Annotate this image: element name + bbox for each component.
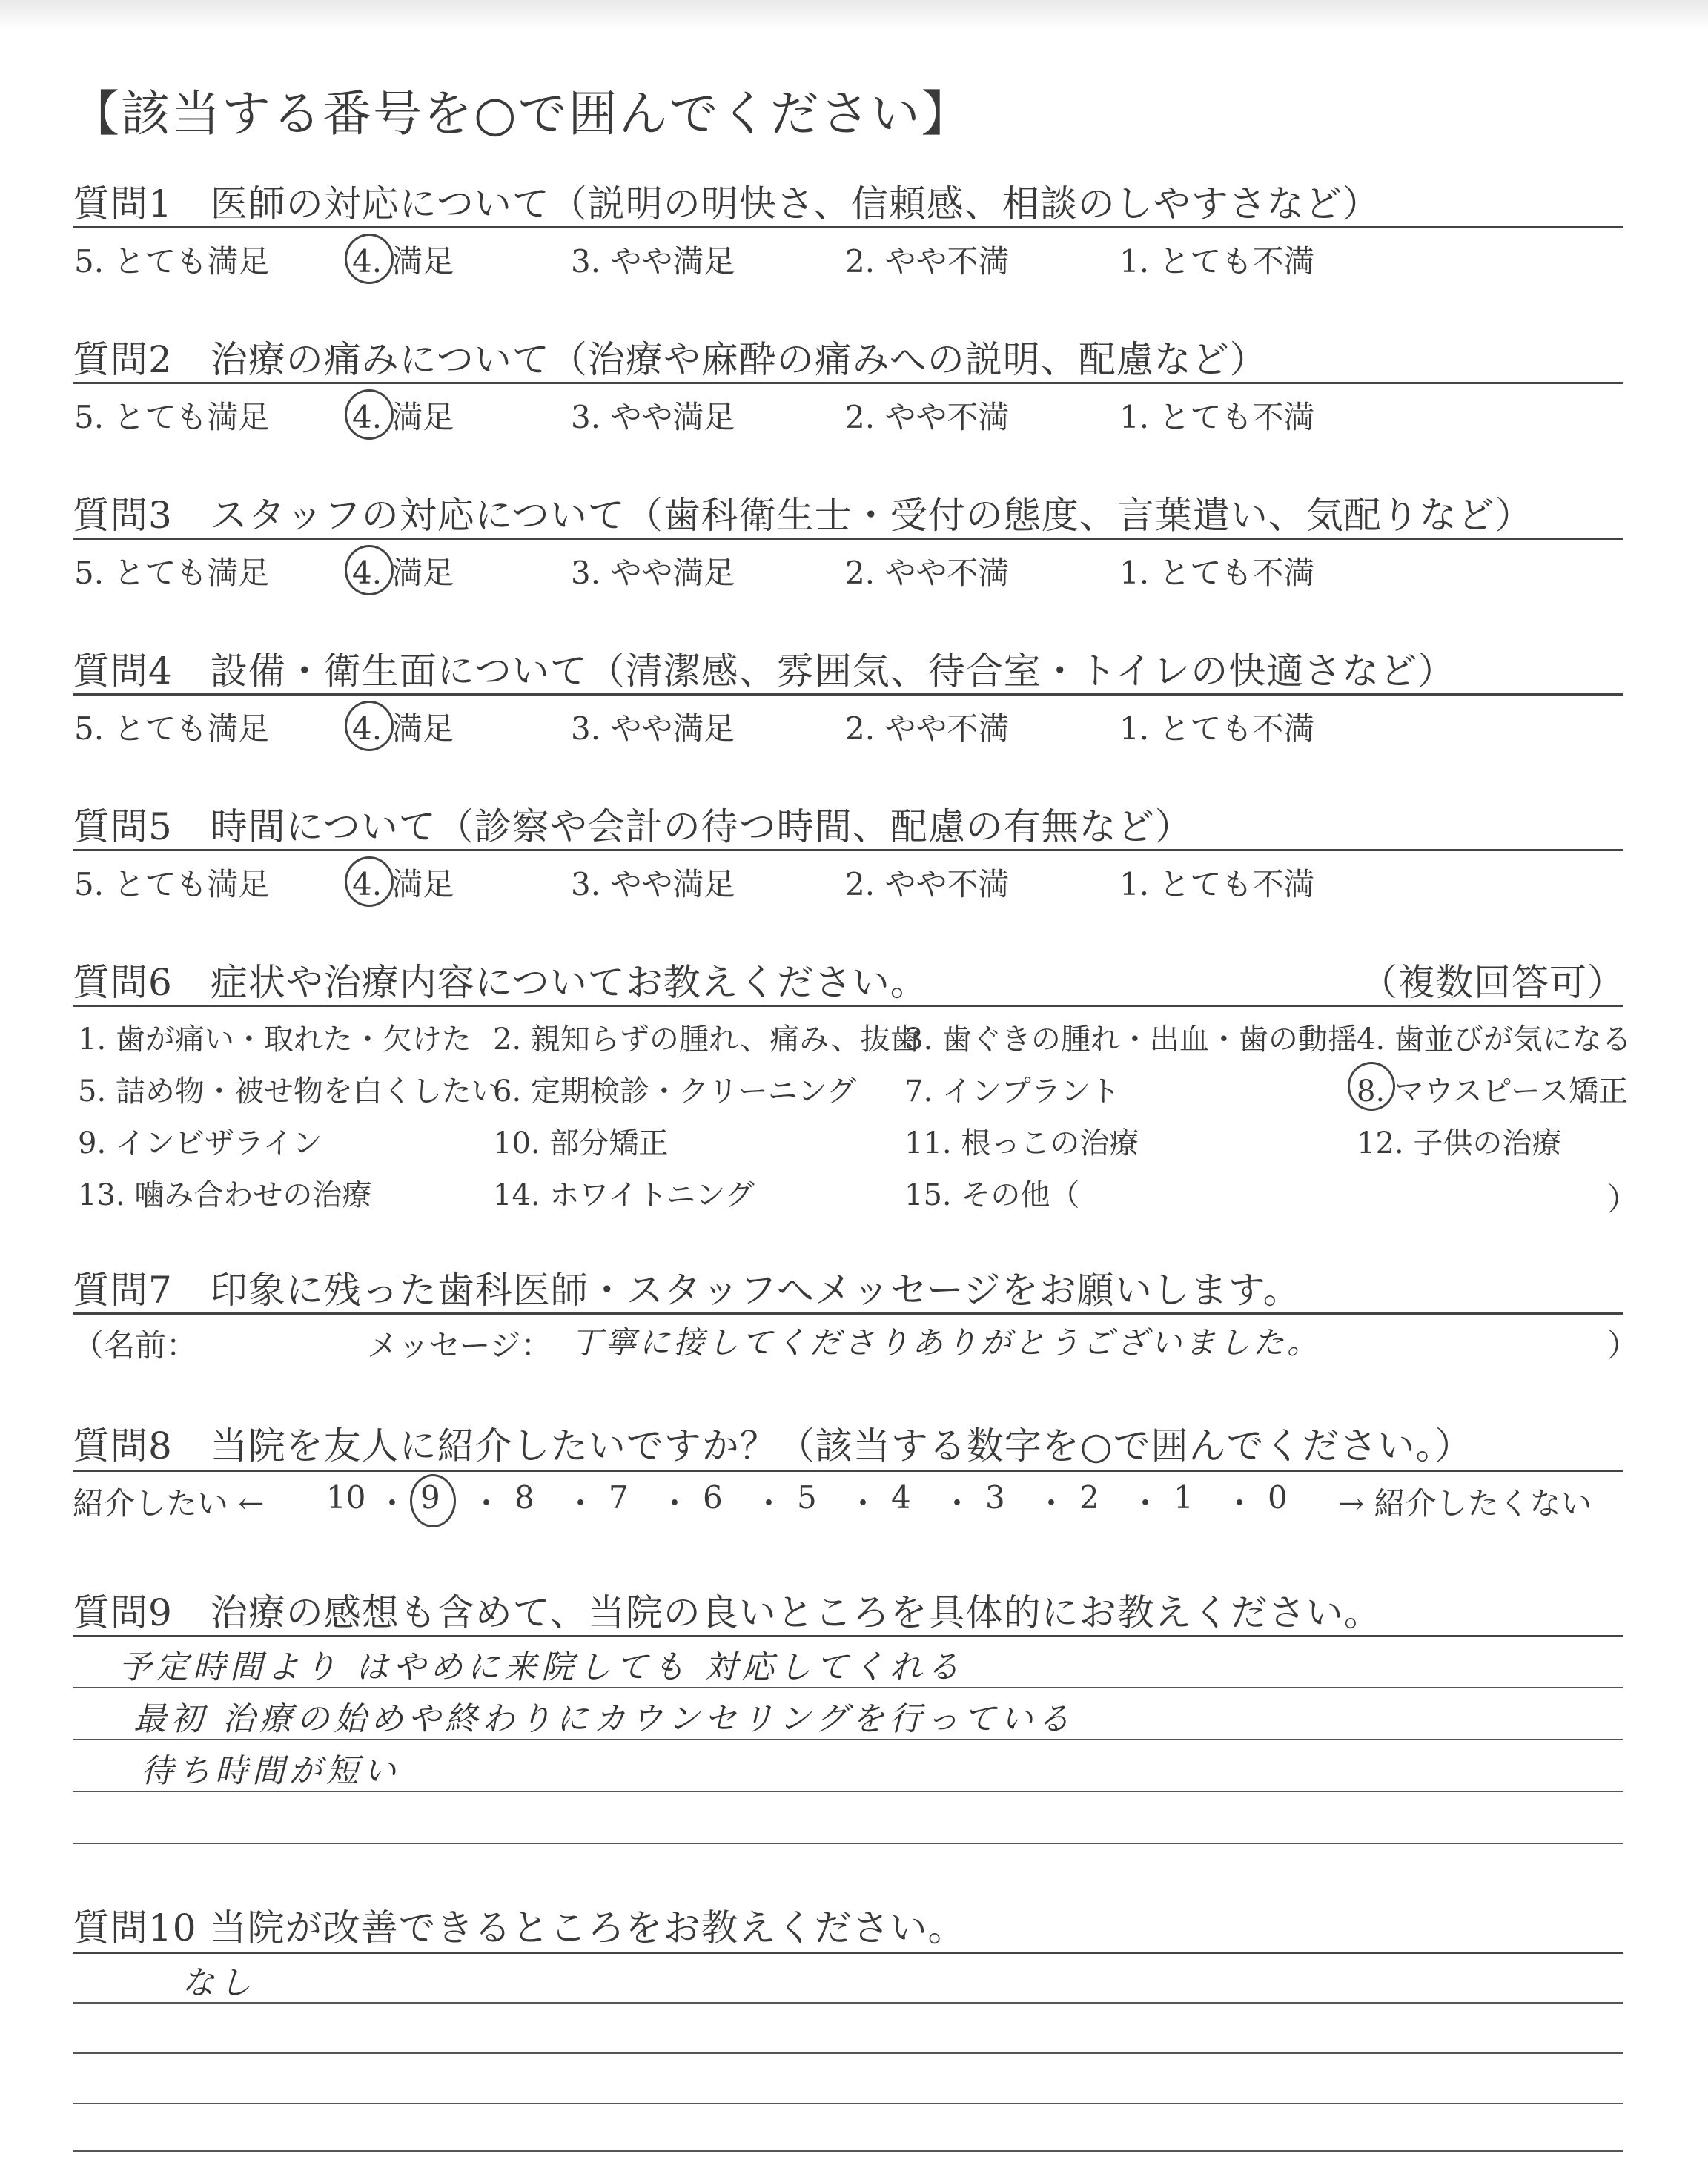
q6-option: 2. 親知らずの腫れ、痛み、抜歯 (493, 1023, 920, 1057)
q10-answer-line (73, 2052, 1623, 2054)
q8-separator: ・ (659, 1485, 691, 1522)
q10-answer-line (73, 2103, 1623, 2104)
q8-separator: ・ (941, 1485, 973, 1522)
q4-rule (73, 693, 1623, 696)
q9-answer-line (73, 1843, 1623, 1844)
rating-option: 3. やや満足 (571, 555, 735, 591)
selected-answer-circle (1348, 1062, 1395, 1111)
q6-option: 12. 子供の治療 (1357, 1126, 1562, 1160)
selected-answer-circle (345, 701, 394, 751)
rating-option: 3. やや満足 (571, 243, 735, 280)
q9-answer-text: 最初 治療の始めや終わりにカウンセリングを行っている (133, 1700, 1075, 1738)
q8-left-label: 紹介したい ← (73, 1485, 265, 1522)
q9-answer-text: 予定時間より はやめに来院しても 対応してくれる (119, 1648, 964, 1686)
q7-message-label: メッセージ： (367, 1327, 552, 1364)
q8-scale-number: 4 (891, 1479, 911, 1516)
q6-close-paren: ） (1607, 1181, 1639, 1218)
selected-answer-circle (410, 1474, 456, 1527)
rating-option: 5. とても満足 (74, 399, 270, 435)
q10-answer-line (73, 2002, 1623, 2004)
q6-title: 質問6 症状や治療内容についてお教えください。 (73, 961, 928, 1004)
q8-separator: ・ (753, 1485, 785, 1522)
q10-answer-line (73, 2150, 1623, 2152)
selected-answer-circle (345, 856, 394, 907)
rating-option: 4. 満足 (352, 399, 454, 435)
rating-option: 2. やや不満 (845, 710, 1010, 747)
q6-option: 13. 噛み合わせの治療 (78, 1178, 372, 1212)
q7-message-value: 丁寧に接してくださりありがとうございました。 (571, 1324, 1322, 1361)
q3-title: 質問3 スタッフの対応について（歯科衛生士・受付の態度、言葉遣い、気配りなど） (73, 494, 1533, 537)
rating-option: 5. とても満足 (74, 555, 270, 591)
rating-option: 2. やや不満 (845, 243, 1010, 280)
rating-option: 5. とても満足 (74, 243, 270, 280)
rating-option: 4. 満足 (352, 866, 454, 902)
q6-option: 15. その他（ (904, 1178, 1080, 1212)
rating-option: 3. やや満足 (571, 399, 735, 435)
q8-separator: ・ (565, 1485, 597, 1522)
rating-option: 3. やや満足 (571, 710, 735, 747)
rating-option: 1. とても不満 (1119, 243, 1315, 280)
q9-answer-text: 待ち時間が短い (141, 1752, 400, 1790)
page-title: 【該当する番号を○で囲んでください】 (70, 85, 972, 142)
q9-title: 質問9 治療の感想も含めて、当院の良いところを具体的にお教えください。 (73, 1591, 1382, 1634)
rating-option: 1. とても不満 (1119, 399, 1315, 435)
q9-rule (73, 1635, 1623, 1637)
selected-answer-circle (345, 389, 394, 440)
q10-title: 質問10 当院が改善できるところをお教えください。 (73, 1906, 966, 1949)
q8-title: 質問8 当院を友人に紹介したいですか？（該当する数字を○で囲んでください。） (73, 1424, 1473, 1467)
q8-rule (73, 1470, 1623, 1472)
rating-option: 5. とても満足 (74, 866, 270, 902)
q6-note: （複数回答可） (1360, 961, 1625, 1004)
q1-rule (73, 226, 1623, 228)
q6-option: 14. ホワイトニング (493, 1178, 755, 1212)
q1-title: 質問1 医師の対応について（説明の明快さ、信頼感、相談のしやすさなど） (73, 182, 1380, 225)
q8-scale-number: 9 (420, 1479, 440, 1516)
q8-scale-number: 7 (609, 1479, 629, 1516)
q3-rule (73, 538, 1623, 540)
q6-option: 4. 歯並びが気になる (1357, 1023, 1632, 1057)
q10-rule (73, 1952, 1623, 1954)
rating-option: 1. とても不満 (1119, 866, 1315, 902)
q8-scale-number: 5 (797, 1479, 817, 1516)
q8-separator: ・ (1224, 1485, 1256, 1522)
q8-separator: ・ (471, 1485, 503, 1522)
q8-separator: ・ (1130, 1485, 1162, 1522)
q6-option: 11. 根っこの治療 (904, 1126, 1139, 1160)
rating-option: 2. やや不満 (845, 555, 1010, 591)
q7-name-label: （名前： (73, 1327, 198, 1364)
q8-scale-number: 8 (514, 1479, 534, 1516)
selected-answer-circle (345, 545, 394, 595)
q8-scale-number: 3 (985, 1479, 1005, 1516)
q6-option: 10. 部分矯正 (493, 1126, 669, 1160)
q7-title: 質問7 印象に残った歯科医師・スタッフへメッセージをお願いします。 (73, 1269, 1301, 1312)
q8-separator: ・ (377, 1485, 408, 1522)
rating-option: 4. 満足 (352, 555, 454, 591)
selected-answer-circle (345, 234, 394, 284)
q8-scale-number: 10 (326, 1479, 366, 1516)
q8-scale-number: 0 (1268, 1479, 1288, 1516)
q4-title: 質問4 設備・衛生面について（清潔感、雰囲気、待合室・トイレの快適さなど） (73, 650, 1456, 693)
rating-option: 3. やや満足 (571, 866, 735, 902)
q8-scale-number: 6 (703, 1479, 723, 1516)
q6-option: 9. インビザライン (78, 1126, 322, 1160)
q6-option: 1. 歯が痛い・取れた・欠けた (78, 1023, 471, 1057)
rating-option: 2. やや不満 (845, 866, 1010, 902)
rating-option: 2. やや不満 (845, 399, 1010, 435)
scan-top-edge (0, 0, 1708, 30)
q6-option: 7. インプラント (904, 1074, 1120, 1109)
q5-rule (73, 849, 1623, 851)
q8-right-label: → 紹介したくない (1338, 1485, 1592, 1522)
q8-separator: ・ (1036, 1485, 1068, 1522)
rating-option: 4. 満足 (352, 710, 454, 747)
q7-rule (73, 1312, 1623, 1315)
q7-close-paren: ） (1607, 1327, 1639, 1364)
q6-rule (73, 1005, 1623, 1007)
q2-title: 質問2 治療の痛みについて（治療や麻酔の痛みへの説明、配慮など） (73, 338, 1268, 381)
q2-rule (73, 382, 1623, 384)
rating-option: 1. とても不満 (1119, 710, 1315, 747)
rating-option: 5. とても満足 (74, 710, 270, 747)
q6-option: 3. 歯ぐきの腫れ・出血・歯の動揺 (904, 1023, 1357, 1057)
q6-option: 5. 詰め物・被せ物を白くしたい (78, 1074, 501, 1109)
q10-answer-text: なし (182, 1964, 256, 2002)
q8-scale-number: 1 (1174, 1479, 1194, 1516)
q6-option: 6. 定期検診・クリーニング (493, 1074, 857, 1109)
q8-separator: ・ (847, 1485, 879, 1522)
q5-title: 質問5 時間について（診察や会計の待つ時間、配慮の有無など） (73, 805, 1193, 848)
rating-option: 1. とても不満 (1119, 555, 1315, 591)
q6-option: 8. マウスピース矯正 (1357, 1074, 1629, 1109)
q8-scale-number: 2 (1079, 1479, 1099, 1516)
rating-option: 4. 満足 (352, 243, 454, 280)
